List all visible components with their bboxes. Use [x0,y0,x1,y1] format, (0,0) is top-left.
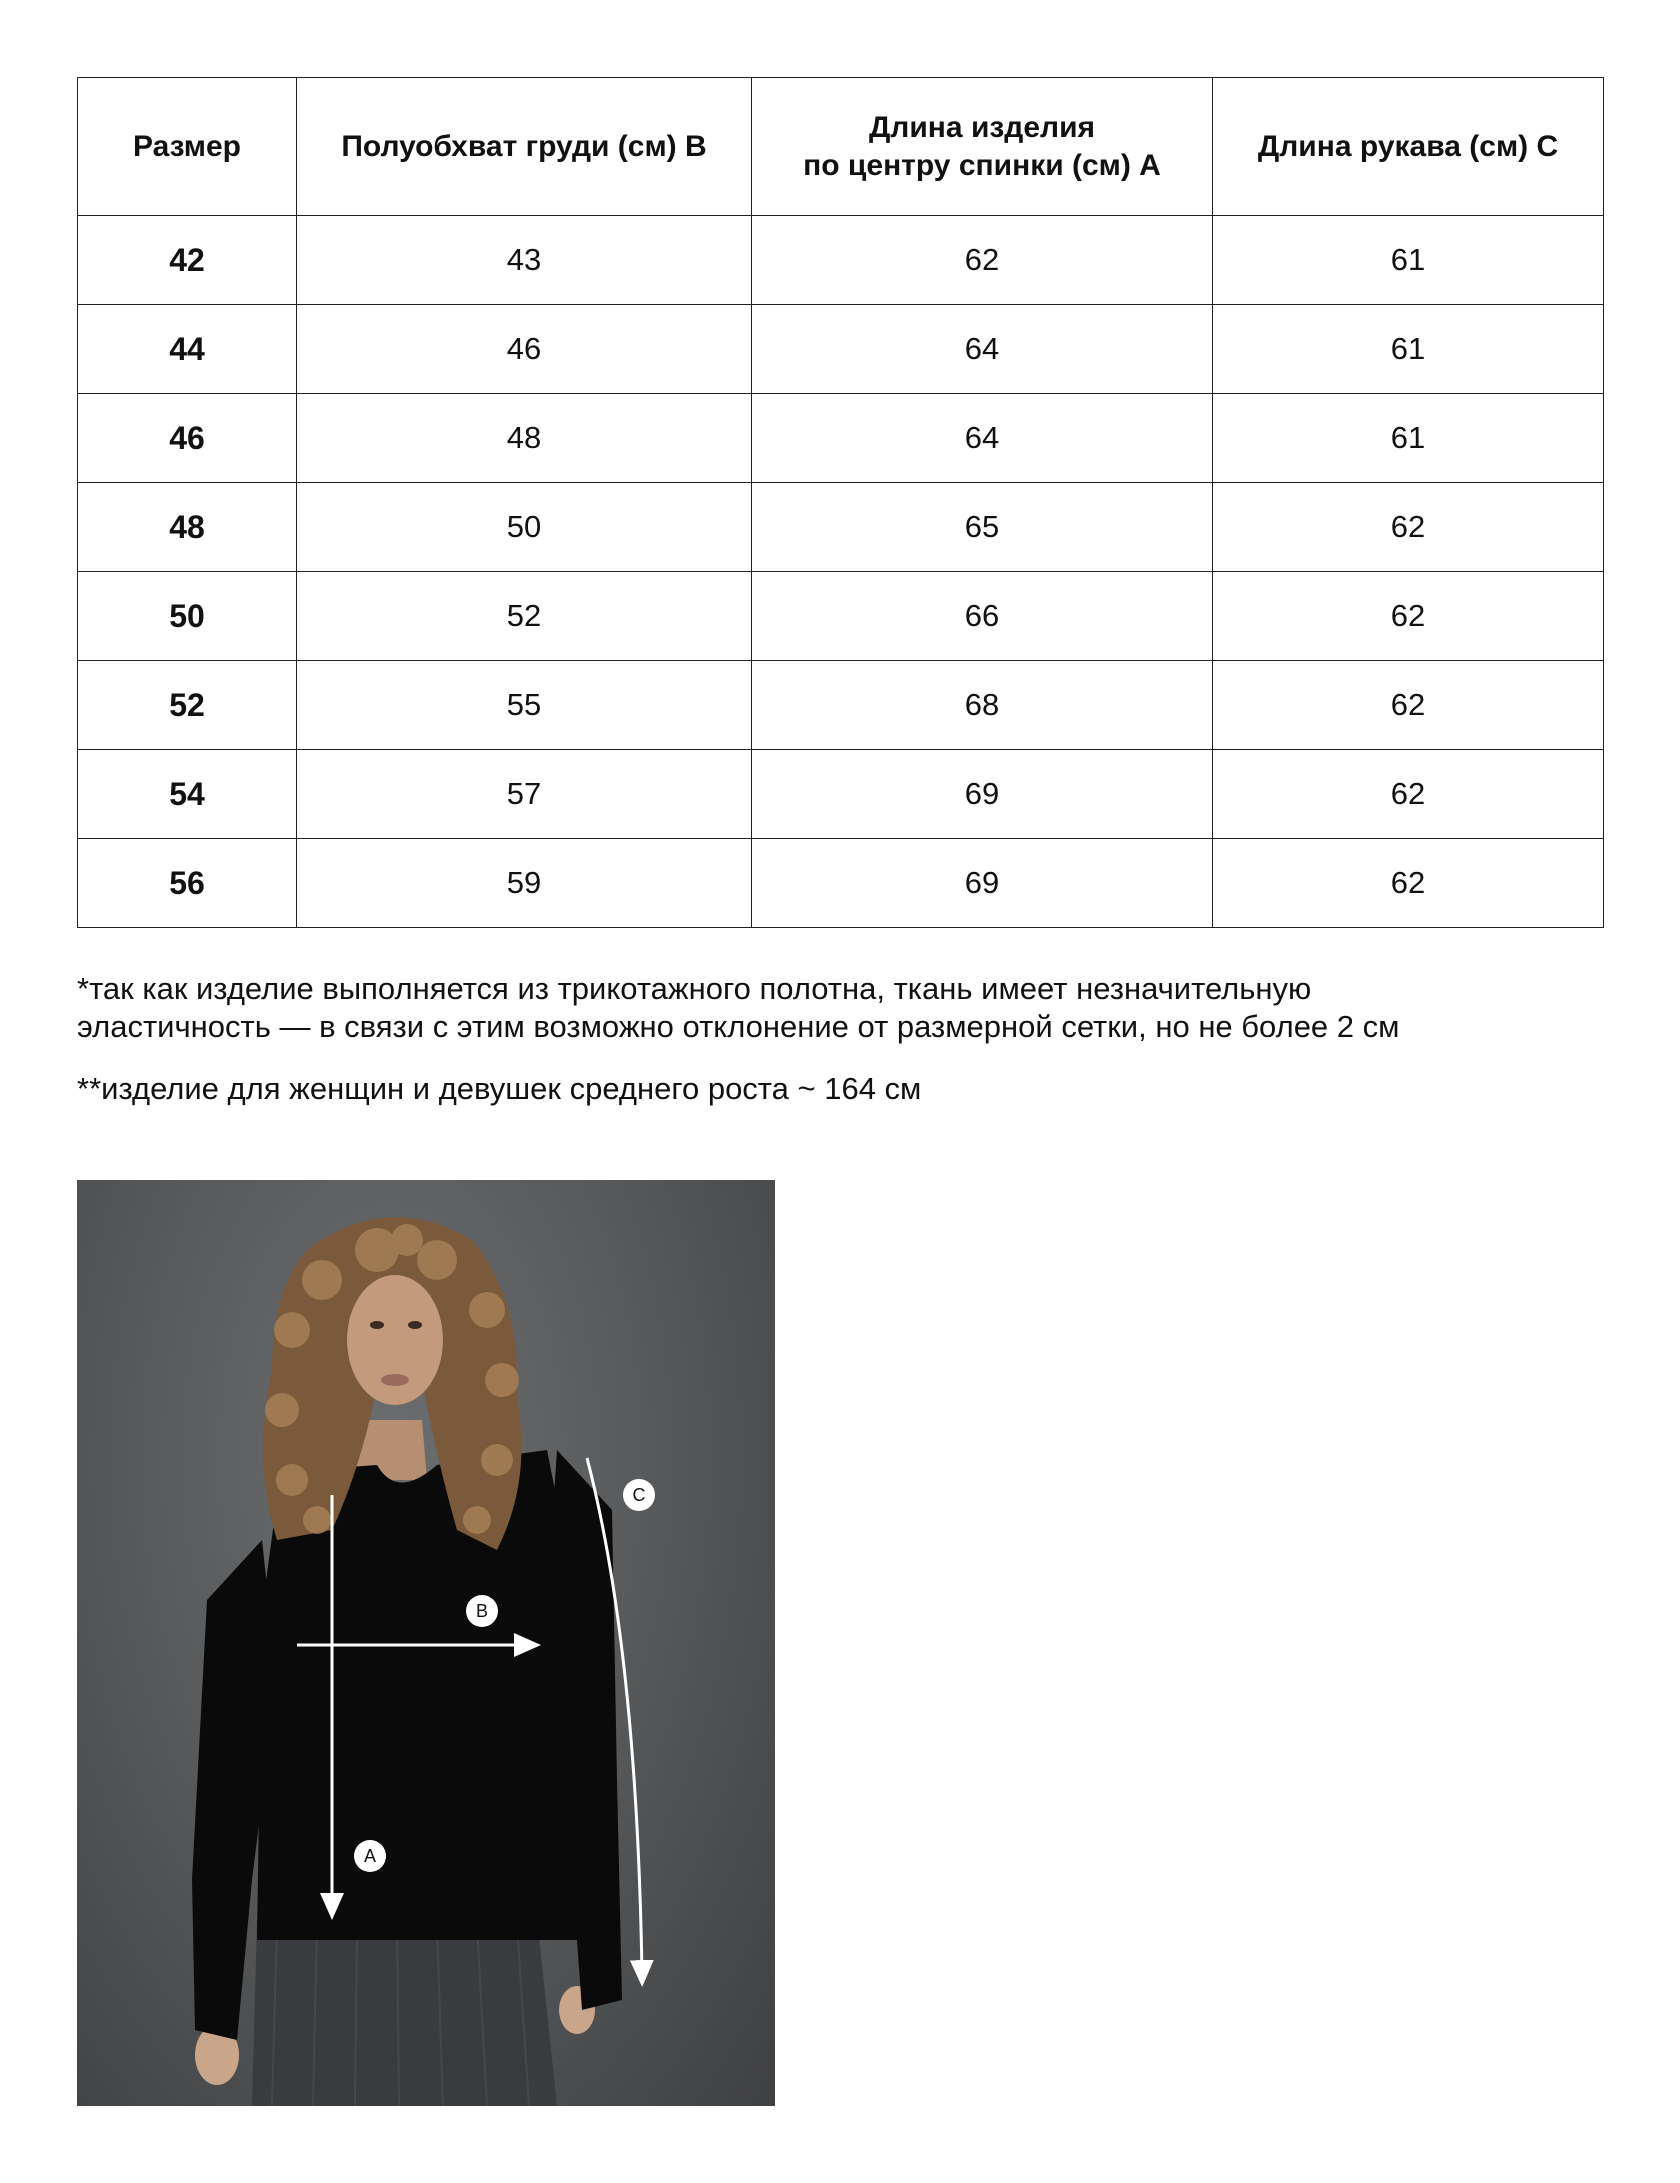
cell-sleeve: 62 [1213,750,1604,839]
cell-size: 52 [78,661,297,750]
header-length: Длина изделия по центру спинки (см) A [752,78,1213,216]
table-row [78,661,1604,750]
table-row [78,572,1604,661]
table-row [78,839,1604,928]
cell-chest: 55 [297,661,752,750]
cell-size: 54 [78,750,297,839]
cell-size: 50 [78,572,297,661]
marker-c [623,1479,655,1511]
marker-b-label: B [475,1601,489,1621]
table-row [78,394,1604,483]
cell-sleeve: 62 [1213,483,1604,572]
measurement-diagram [77,1180,775,2106]
cell-length: 69 [752,750,1213,839]
cell-sleeve: 62 [1213,661,1604,750]
cell-length: 64 [752,394,1213,483]
cell-chest: 48 [297,394,752,483]
cell-length: 65 [752,483,1213,572]
cell-chest: 59 [297,839,752,928]
cell-sleeve: 61 [1213,305,1604,394]
cell-length: 69 [752,839,1213,928]
fabric-elasticity-note: *так как изделие выполняется из трикотажного полотна, ткань имеет незначительную эластичность — в связи с этим возможно отклонение от размерной сетки, но не более 2 см [77,971,1400,1044]
cell-size: 46 [78,394,297,483]
cell-size: 42 [78,216,297,305]
marker-b [466,1595,498,1627]
cell-chest: 46 [297,305,752,394]
cell-length: 68 [752,661,1213,750]
size-notes [77,970,1617,1108]
height-note: **изделие для женщин и девушек среднего роста ~ 164 см [77,1071,922,1106]
cell-chest: 57 [297,750,752,839]
header-chest: Полуобхват груди (см) B [297,78,752,216]
table-header-row [78,78,1604,216]
marker-a [354,1840,386,1872]
table-row [78,305,1604,394]
cell-chest: 52 [297,572,752,661]
cell-size: 56 [78,839,297,928]
cell-length: 62 [752,216,1213,305]
cell-sleeve: 62 [1213,839,1604,928]
cell-sleeve: 61 [1213,394,1604,483]
model-measurement-photo [77,1180,775,2106]
marker-a-label: A [363,1846,377,1866]
cell-size: 48 [78,483,297,572]
cell-sleeve: 62 [1213,572,1604,661]
cell-length: 64 [752,305,1213,394]
cell-length: 66 [752,572,1213,661]
model-pants [252,1918,557,2106]
cell-sleeve: 61 [1213,216,1604,305]
cell-size: 44 [78,305,297,394]
table-row [78,750,1604,839]
size-chart-table [77,77,1604,928]
marker-c-label: C [632,1485,646,1505]
cell-chest: 50 [297,483,752,572]
header-sleeve: Длина рукава (см) C [1213,78,1604,216]
cell-chest: 43 [297,216,752,305]
header-size: Размер [78,78,297,216]
table-row [78,483,1604,572]
table-row [78,216,1604,305]
